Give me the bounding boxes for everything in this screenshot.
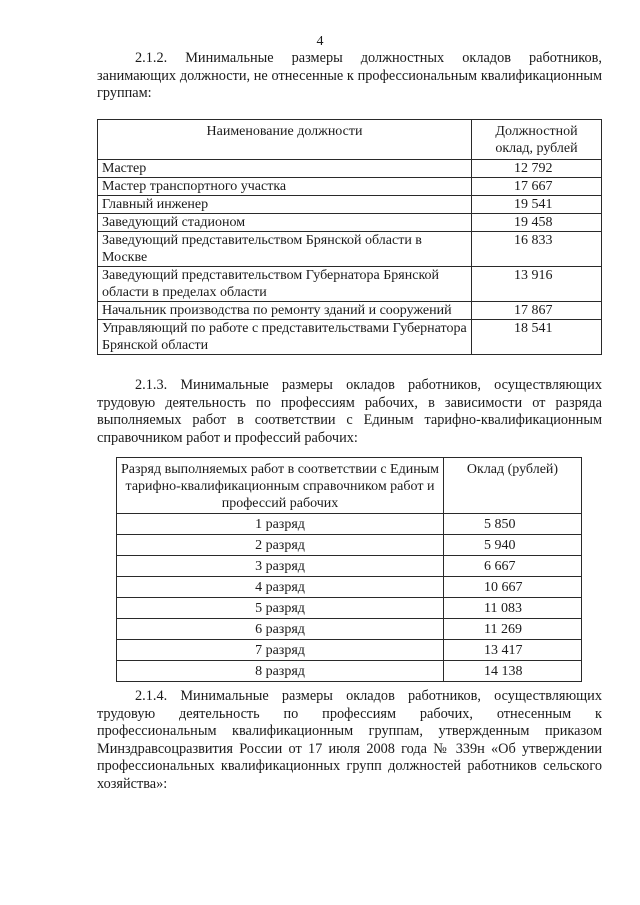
grade-salary: 14 138 bbox=[444, 661, 582, 682]
table-header-row bbox=[117, 458, 582, 514]
table-row bbox=[117, 661, 582, 682]
worker-grades-salary-table bbox=[116, 457, 582, 682]
table-row bbox=[98, 267, 602, 302]
position-salary: 19 541 bbox=[472, 196, 602, 214]
position-salary: 13 916 bbox=[472, 267, 602, 302]
table-row bbox=[117, 535, 582, 556]
position-salary: 12 792 bbox=[472, 160, 602, 178]
section-2-1-4-paragraph: 2.1.4. Минимальные размеры окладов работников, осуществляющих трудовую деятельность по профессиям рабочих, отнесенным к профессиональным квалификационным группам, утвержденным приказом Минздравсоцразвития России от 17 июля 2008 года № 339н «Об утверждении профессиональных квалификационных групп должностей работников сельского хозяйства»: bbox=[97, 688, 602, 792]
position-salary: 17 667 bbox=[472, 178, 602, 196]
position-name: Мастер транспортного участка bbox=[98, 178, 472, 196]
section-2-1-2-paragraph: 2.1.2. Минимальные размеры должностных окладов работников, занимающих должности, не отнесенные к профессиональным квалификационным группам: bbox=[97, 50, 602, 101]
table-row bbox=[117, 514, 582, 535]
table-row bbox=[98, 178, 602, 196]
table-row bbox=[117, 640, 582, 661]
table-row bbox=[98, 320, 602, 355]
grade-salary: 11 269 bbox=[444, 619, 582, 640]
header-position-name: Наименование должности bbox=[98, 120, 472, 160]
grade-label: 8 разряд bbox=[117, 661, 444, 682]
position-salary: 17 867 bbox=[472, 302, 602, 320]
position-salary: 19 458 bbox=[472, 214, 602, 232]
table-row bbox=[98, 232, 602, 267]
position-name: Заведующий стадионом bbox=[98, 214, 472, 232]
table-row bbox=[117, 619, 582, 640]
position-name: Мастер bbox=[98, 160, 472, 178]
position-name: Заведующий представительством Губернатора Брянской области в пределах области bbox=[98, 267, 472, 302]
grade-salary: 5 850 bbox=[444, 514, 582, 535]
table-row bbox=[98, 160, 602, 178]
grade-salary: 11 083 bbox=[444, 598, 582, 619]
table-row bbox=[117, 556, 582, 577]
position-salary: 16 833 bbox=[472, 232, 602, 267]
header-position-salary: Должностной оклад, рублей bbox=[472, 120, 602, 160]
table-row bbox=[98, 214, 602, 232]
position-name: Управляющий по работе с представительствами Губернатора Брянской области bbox=[98, 320, 472, 355]
table-header-row bbox=[98, 120, 602, 160]
grade-salary: 10 667 bbox=[444, 577, 582, 598]
grade-label: 6 разряд bbox=[117, 619, 444, 640]
grade-label: 3 разряд bbox=[117, 556, 444, 577]
position-name: Начальник производства по ремонту зданий и сооружений bbox=[98, 302, 472, 320]
table-row bbox=[98, 302, 602, 320]
header-grade-salary: Оклад (рублей) bbox=[444, 458, 582, 514]
grade-label: 7 разряд bbox=[117, 640, 444, 661]
section-2-1-3-paragraph: 2.1.3. Минимальные размеры окладов работников, осуществляющих трудовую деятельность по профессиям рабочих, в зависимости от разряда выполняемых работ в соответствии с Единым тарифно-квалификационным справочником работ и профессий рабочих: bbox=[97, 377, 602, 446]
position-name: Главный инженер bbox=[98, 196, 472, 214]
table-row bbox=[117, 598, 582, 619]
table-row bbox=[98, 196, 602, 214]
position-name: Заведующий представительством Брянской области в Москве bbox=[98, 232, 472, 267]
grade-label: 2 разряд bbox=[117, 535, 444, 556]
page-number: 4 bbox=[316, 34, 324, 49]
header-grade: Разряд выполняемых работ в соответствии с Единым тарифно-квалификационным справочником работ и профессий рабочих bbox=[117, 458, 444, 514]
position-salary: 18 541 bbox=[472, 320, 602, 355]
grade-salary: 13 417 bbox=[444, 640, 582, 661]
positions-salary-table bbox=[97, 119, 602, 355]
grade-label: 4 разряд bbox=[117, 577, 444, 598]
grade-label: 1 разряд bbox=[117, 514, 444, 535]
grade-salary: 5 940 bbox=[444, 535, 582, 556]
grade-salary: 6 667 bbox=[444, 556, 582, 577]
grade-label: 5 разряд bbox=[117, 598, 444, 619]
table-row bbox=[117, 577, 582, 598]
